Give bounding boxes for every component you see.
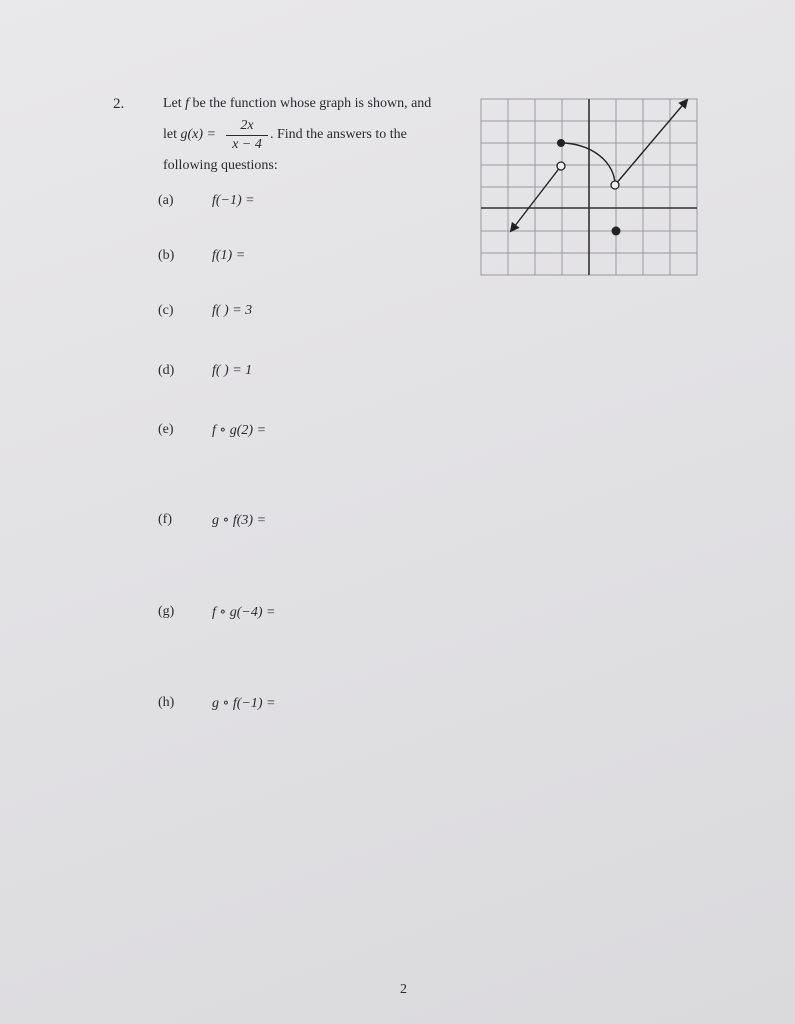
part-c-expression: f( ) = 3	[212, 303, 253, 318]
part-c-label: (c)	[158, 303, 174, 318]
part-e-expression: f ∘ g(2) =	[212, 423, 267, 438]
intro-line-3: following questions:	[163, 158, 278, 173]
intro-text: Let	[163, 96, 186, 111]
quarter-arc	[561, 143, 615, 185]
part-h-expression: g ∘ f(−1) =	[212, 696, 276, 711]
part-b-expression: f(1) =	[212, 248, 246, 263]
part-g-label: (g)	[158, 604, 175, 619]
part-b-label: (b)	[158, 248, 175, 263]
part-d-label: (d)	[158, 363, 175, 378]
part-a-expression: f(−1) =	[212, 193, 255, 208]
function-f: f	[185, 96, 190, 111]
g-definition: g(x) =	[180, 127, 216, 142]
part-h-label: (h)	[158, 695, 175, 710]
fraction-denominator: x − 4	[232, 137, 262, 152]
open-point	[611, 181, 619, 189]
part-f-expression: g ∘ f(3) =	[212, 513, 267, 528]
part-e-label: (e)	[158, 422, 174, 437]
left-ray	[511, 166, 561, 231]
page-number: 2	[400, 982, 407, 997]
intro-line-2-rest: . Find the answers to the	[270, 127, 407, 142]
closed-point	[557, 139, 565, 147]
open-point	[557, 162, 565, 170]
part-f-label: (f)	[158, 512, 172, 527]
problem-number: 2.	[113, 96, 125, 112]
part-d-expression: f( ) = 1	[212, 363, 253, 378]
intro-text: let	[163, 127, 181, 142]
fraction-numerator: 2x	[240, 118, 254, 133]
part-g-expression: f ∘ g(−4) =	[212, 605, 276, 620]
intro-text: be the function whose graph is shown, and	[189, 96, 432, 111]
closed-point	[612, 227, 621, 236]
part-a-label: (a)	[158, 193, 174, 208]
